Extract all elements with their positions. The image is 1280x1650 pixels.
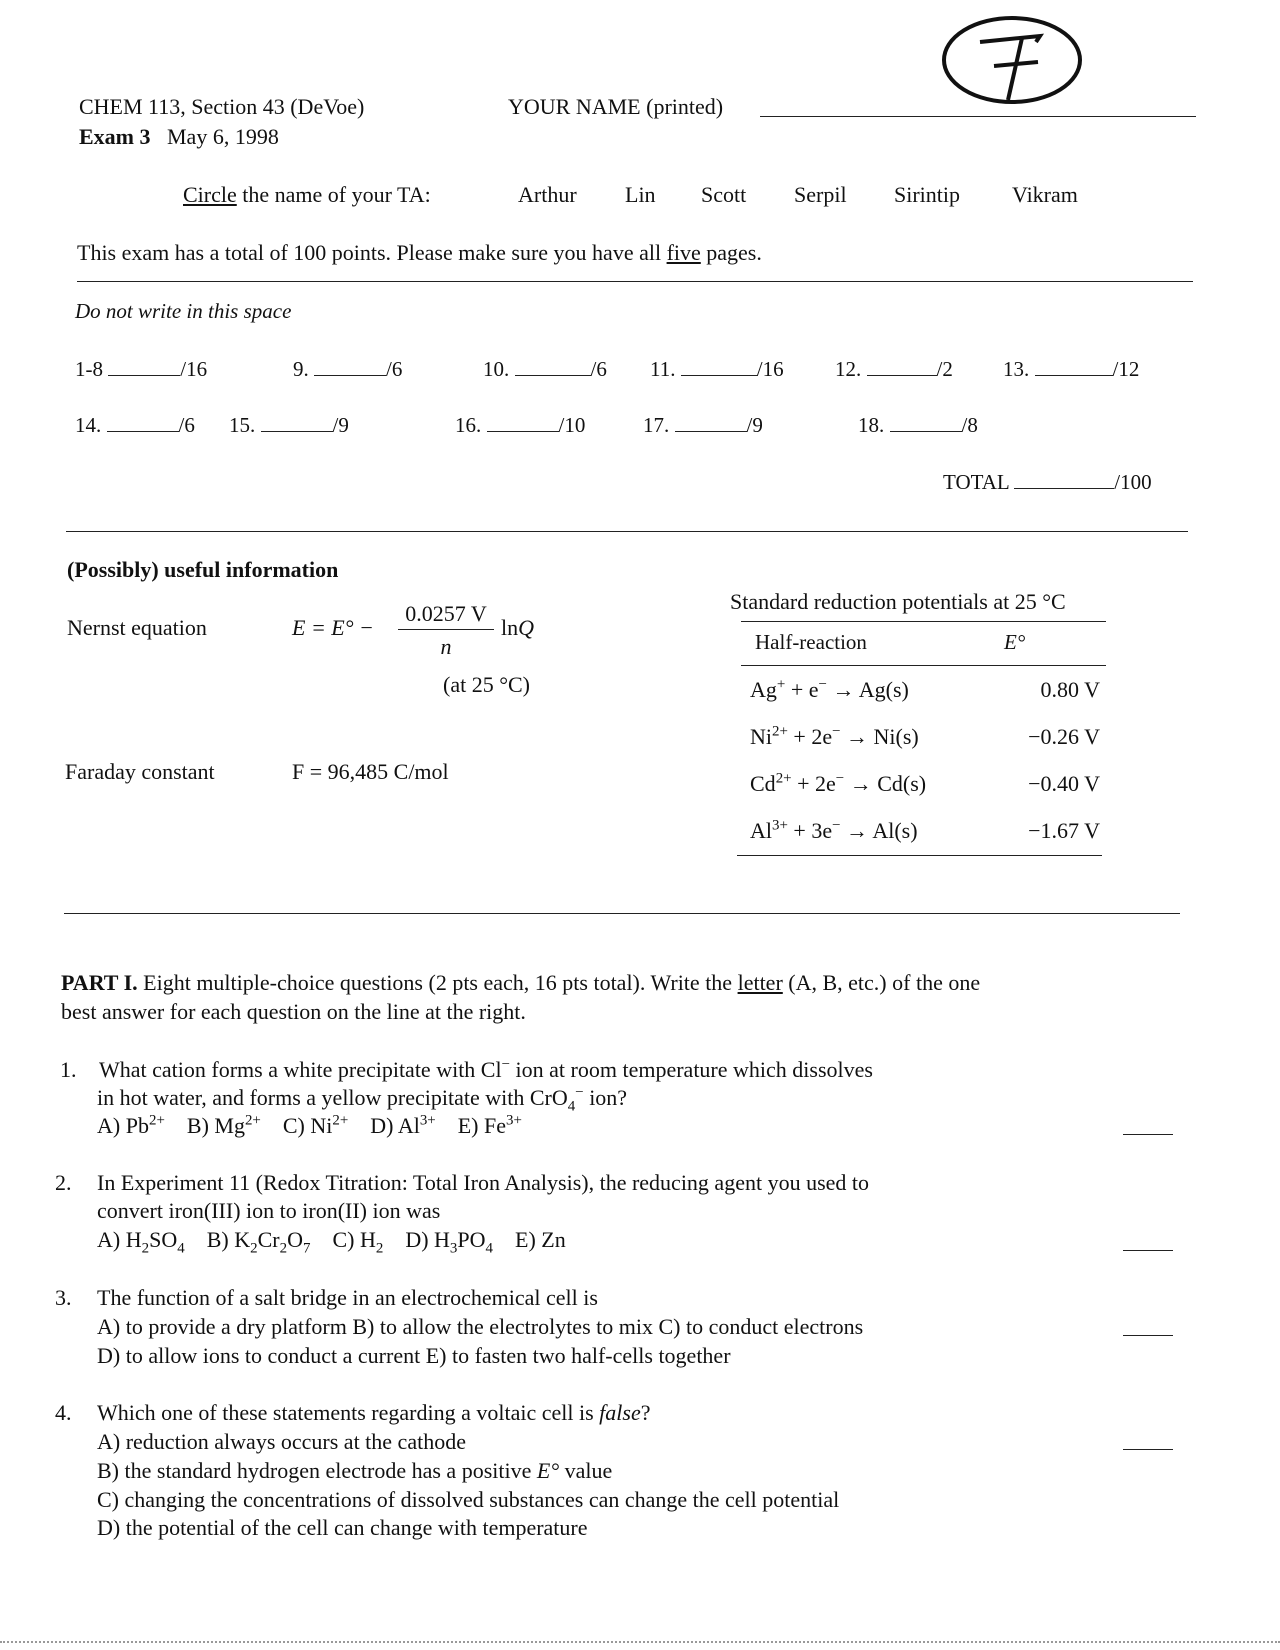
part1-letter: letter (737, 970, 783, 995)
divider (77, 281, 1193, 282)
product: → Ni(s) (840, 724, 919, 749)
electrons: + 2e (791, 771, 836, 796)
q4-false-word: false (599, 1400, 641, 1425)
exam-intro (77, 240, 762, 266)
potentials-title: Standard reduction potentials at 25 °C (730, 589, 1066, 614)
q1-answer-line[interactable] (1123, 1134, 1173, 1135)
q1-sup: − (575, 1084, 584, 1101)
exam-line (79, 124, 279, 150)
col-half-reaction: Half-reaction (755, 630, 867, 654)
score-18 (858, 413, 978, 438)
electrons: + 2e (787, 724, 833, 749)
half-reaction (750, 724, 919, 750)
charge: 2+ (775, 770, 792, 787)
info-heading: (Possibly) useful information (67, 557, 339, 582)
nernst-lhs: E = E° − (292, 615, 374, 640)
course-title: CHEM 113, Section 43 (DeVoe) (79, 94, 365, 119)
score-label: 18. (858, 413, 885, 437)
q1-choice-d: D) $Al^{3+}$ (370, 1112, 436, 1138)
q4-option-a: A) reduction always occurs at the cathode (97, 1429, 466, 1454)
q3-line1: The function of a salt bridge in an electrochemical cell is (97, 1285, 598, 1310)
q1-text: What cation forms a white precipitate with Cl (99, 1057, 502, 1082)
ta-prompt-rest: the name of your TA: (236, 182, 431, 207)
q1-sup: − (501, 1056, 511, 1073)
table-row (750, 771, 1100, 797)
score-label: 1-8 (75, 357, 103, 381)
nernst-denominator: n (440, 634, 452, 659)
q3-line3: D) to allow ions to conduct a current E) to fasten two half-cells together (97, 1343, 731, 1368)
score-16 (455, 413, 585, 438)
divider (66, 531, 1188, 532)
name-label: YOUR NAME (printed) (508, 94, 724, 119)
table-bottom-rule (737, 855, 1102, 856)
q4-option-b (97, 1458, 612, 1484)
table-row (750, 677, 1100, 703)
score-max: /6 (386, 357, 403, 381)
ta-name-serpil[interactable]: Serpil (794, 182, 847, 207)
score-11 (650, 357, 784, 382)
total-label: TOTAL (943, 470, 1009, 494)
handwritten-seven-mark (940, 8, 1090, 108)
q4-text: B) the standard hydrogen electrode has a positive (97, 1458, 537, 1483)
q1-choice-a: A) $Pb^{2+}$ (97, 1112, 165, 1138)
score-max: /16 (180, 357, 208, 381)
name-field-line[interactable] (760, 116, 1196, 117)
q4-number: 4. (55, 1400, 72, 1425)
q2-choices (97, 1227, 566, 1257)
divider (64, 913, 1180, 914)
q1-choices (97, 1113, 522, 1139)
q1-number: 1. (60, 1057, 77, 1082)
score-max: /16 (756, 357, 784, 381)
ion: Ni (750, 724, 772, 749)
q1-choice-e: E) $Fe^{3+}$ (457, 1112, 522, 1138)
q1-line1 (99, 1057, 873, 1083)
score-17 (643, 413, 763, 438)
score-total (943, 470, 1152, 495)
q2-number: 2. (55, 1170, 72, 1195)
part1-instructions (61, 970, 980, 996)
electrons: + e (785, 677, 819, 702)
score-label: 9. (293, 357, 309, 381)
faraday-label: Faraday constant (65, 759, 215, 784)
part1-heading: PART I. (61, 970, 138, 995)
charge: 3+ (772, 817, 788, 834)
q1-choice-c: C) $Ni^{2+}$ (282, 1112, 349, 1138)
q2-choice-e: E) Zn (515, 1227, 566, 1252)
ta-name-arthur[interactable]: Arthur (518, 182, 577, 207)
table-row (750, 724, 1100, 750)
half-reaction (750, 771, 926, 797)
q3-line2: A) to provide a dry platform B) to allow the electrolytes to mix C) to conduct electrons (97, 1314, 864, 1339)
score-blank[interactable] (487, 430, 559, 432)
electrons: + 3e (787, 818, 833, 843)
score-10 (483, 357, 607, 382)
q4-option-d: D) the potential of the cell can change with temperature (97, 1515, 588, 1540)
q2-choice-b: B) $K_2Cr_2O_7$ (206, 1227, 311, 1257)
intro-five: five (666, 240, 701, 265)
score-14 (75, 413, 195, 438)
q4-option-c: C) changing the concentrations of dissolved substances can change the cell potential (97, 1487, 840, 1512)
score-max: /12 (1112, 357, 1140, 381)
product: → Al(s) (840, 818, 918, 843)
nernst-temp: (at 25 °C) (443, 672, 531, 697)
score-label: 10. (483, 357, 510, 381)
score-13 (1003, 357, 1139, 382)
potential-value: 0.80 V (1040, 677, 1100, 702)
product: → Ag(s) (826, 677, 909, 702)
q4-answer-line[interactable] (1123, 1449, 1173, 1450)
score-label: 14. (75, 413, 102, 437)
intro-text-end: pages. (700, 240, 762, 265)
score-max: /9 (746, 413, 763, 437)
ion: Ag (750, 677, 777, 702)
q2-line2: convert iron(III) ion to iron(II) ion was (97, 1198, 441, 1223)
nernst-fraction-bar (398, 629, 494, 630)
total-max: /100 (1114, 470, 1152, 494)
exam-date: May 6, 1998 (167, 124, 279, 149)
q4-text: Which one of these statements regarding a voltaic cell is (97, 1400, 600, 1425)
q1-line2 (97, 1084, 628, 1115)
score-blank[interactable] (675, 430, 747, 432)
faraday-value: F = 96,485 C/mol (292, 759, 449, 784)
scan-edge (0, 1641, 1280, 1643)
q4-e-symbol: E° (536, 1458, 560, 1483)
potential-value: −0.40 V (1028, 771, 1100, 796)
q2-answer-line[interactable] (1123, 1250, 1173, 1251)
q1-text: ion at room temperature which dissolves (510, 1057, 873, 1082)
score-max: /9 (332, 413, 349, 437)
score-label: 17. (643, 413, 670, 437)
ion: Al (750, 818, 772, 843)
q1-choice-b: B) $Mg^{2+}$ (186, 1112, 261, 1138)
score-max: /6 (590, 357, 607, 381)
score-label: 13. (1003, 357, 1030, 381)
table-top-rule (741, 621, 1106, 622)
q2-line1: In Experiment 11 (Redox Titration: Total Iron Analysis), the reducing agent you used to (97, 1170, 870, 1195)
table-header-rule (741, 665, 1106, 666)
score-label: 12. (835, 357, 862, 381)
q4-text: value (559, 1458, 613, 1483)
faraday-equation (292, 759, 449, 785)
electron-charge: − (835, 770, 845, 787)
table-row (750, 818, 1100, 844)
q1-text: in hot water, and forms a yellow precipitate with CrO (97, 1085, 568, 1110)
circle-word: Circle (183, 182, 237, 207)
q4-line1 (97, 1400, 650, 1426)
q2-choice-a: A) $H_2SO_4$ (97, 1227, 185, 1257)
exam-label: Exam 3 (79, 124, 151, 149)
q-symbol: Q (518, 615, 535, 640)
q1-sub: 4 (567, 1098, 576, 1115)
score-label: 11. (650, 357, 676, 381)
charge: 2+ (772, 723, 788, 740)
part1-text: Eight multiple-choice questions (2 pts each, 16 pts total). Write the (137, 970, 738, 995)
score-blank[interactable] (681, 374, 757, 376)
score-blank[interactable] (867, 374, 937, 376)
q1-text: ion? (583, 1085, 628, 1110)
col-e-standard: E° (1004, 630, 1026, 654)
q4-text: ? (640, 1400, 651, 1425)
electron-charge: − (832, 723, 841, 740)
scoring-note: Do not write in this space (75, 299, 292, 323)
score-label: 16. (455, 413, 482, 437)
part1-text-end: (A, B, etc.) of the one (782, 970, 981, 995)
nernst-label: Nernst equation (67, 615, 207, 640)
score-9 (293, 357, 402, 382)
score-blank[interactable] (261, 430, 333, 432)
score-blank[interactable] (890, 430, 962, 432)
electron-charge: − (832, 817, 841, 834)
total-blank[interactable] (1014, 487, 1114, 489)
part1-instructions-line2: best answer for each question on the line at the right. (61, 999, 526, 1024)
q3-number: 3. (55, 1285, 72, 1310)
nernst-numerator: 0.0257 V (405, 601, 487, 626)
score-12 (835, 357, 953, 382)
q2-choice-d: D) $H_3PO_4$ (405, 1227, 494, 1257)
potential-value: −1.67 V (1028, 818, 1100, 843)
nernst-ln (501, 615, 534, 641)
ta-name-lin[interactable]: Lin (625, 182, 656, 207)
score-blank[interactable] (1035, 374, 1113, 376)
ta-name-sirintip[interactable]: Sirintip (894, 182, 961, 207)
potential-value: −0.26 V (1028, 724, 1100, 749)
score-label: 15. (229, 413, 256, 437)
score-15 (229, 413, 349, 438)
charge: + (776, 676, 786, 693)
intro-text: This exam has a total of 100 points. Please make sure you have all (77, 240, 667, 265)
score-blank[interactable] (107, 430, 179, 432)
ion: Cd (750, 771, 776, 796)
half-reaction (750, 677, 909, 703)
electron-charge: − (818, 676, 827, 693)
score-max: /6 (178, 413, 195, 437)
q2-choice-c: C) $H_2$ (332, 1227, 384, 1257)
score-max: /8 (961, 413, 978, 437)
product: → Cd(s) (844, 771, 927, 796)
score-blank[interactable] (515, 374, 591, 376)
score-max: /10 (558, 413, 586, 437)
half-reaction (750, 818, 918, 844)
ln-text: ln (501, 615, 519, 640)
q3-answer-line[interactable] (1123, 1335, 1173, 1336)
ta-name-scott[interactable]: Scott (701, 182, 747, 207)
ta-name-vikram[interactable]: Vikram (1012, 182, 1078, 207)
score-1-8 (75, 357, 207, 382)
score-blank[interactable] (108, 374, 180, 376)
ta-prompt (183, 182, 431, 208)
score-max: /2 (936, 357, 953, 381)
score-blank[interactable] (314, 374, 386, 376)
